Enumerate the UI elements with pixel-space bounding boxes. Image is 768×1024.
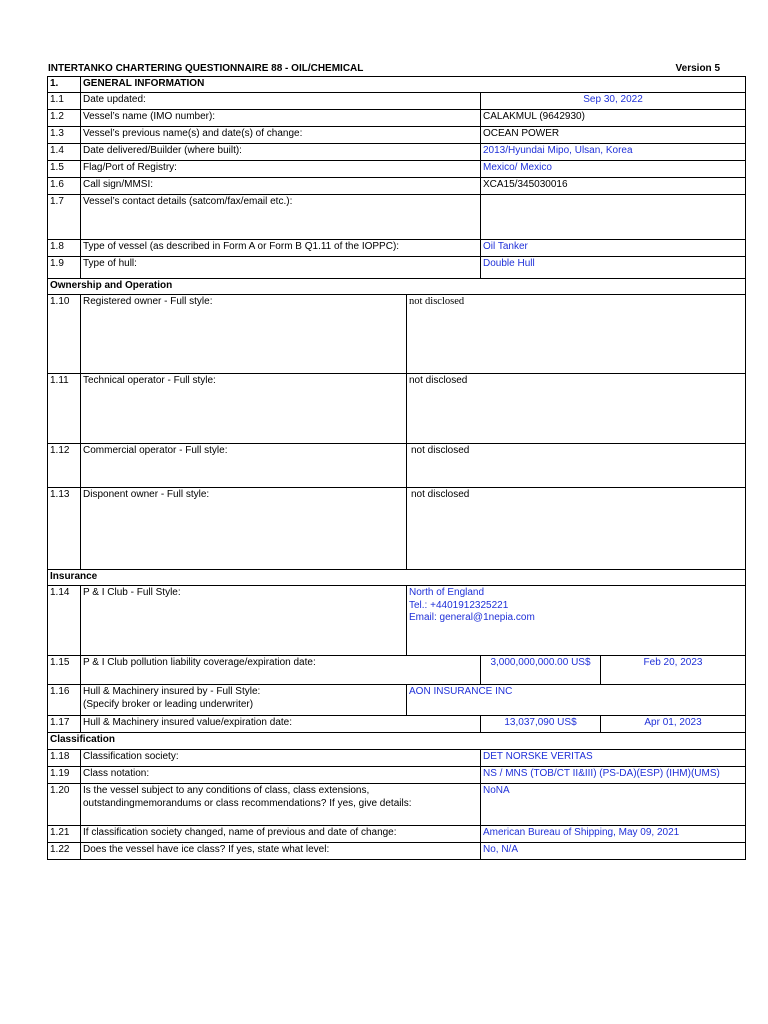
hm-insured-value[interactable]: 13,037,090 US$	[481, 716, 601, 733]
table-row	[48, 826, 746, 843]
row-number: 1.5	[48, 161, 81, 178]
row-label: Flag/Port of Registry:	[81, 161, 481, 178]
table-row	[48, 178, 746, 195]
section-number: 1.	[48, 77, 81, 93]
table-row	[48, 93, 746, 110]
row-number: 1.14	[48, 586, 81, 656]
hm-insurer-value[interactable]: AON INSURANCE INC	[407, 685, 746, 716]
row-number: 1.3	[48, 127, 81, 144]
disponent-owner-value[interactable]: not disclosed	[407, 488, 746, 570]
table-row	[48, 110, 746, 127]
row-label: Type of hull:	[81, 257, 481, 279]
row-label: Commercial operator - Full style:	[81, 444, 407, 488]
row-label: Vessel’s previous name(s) and date(s) of change:	[81, 127, 481, 144]
section-row-general	[48, 77, 746, 93]
row-number: 1.18	[48, 750, 81, 767]
delivered-builder-value[interactable]: 2013/Hyundai Mipo, Ulsan, Korea	[481, 144, 746, 161]
row-number: 1.9	[48, 257, 81, 279]
section-title: GENERAL INFORMATION	[81, 77, 746, 93]
table-row	[48, 750, 746, 767]
row-number: 1.11	[48, 374, 81, 444]
table-row	[48, 488, 746, 570]
row-label: Vessel’s name (IMO number):	[81, 110, 481, 127]
flag-port-value[interactable]: Mexico/ Mexico	[481, 161, 746, 178]
row-label: Registered owner - Full style:	[81, 295, 407, 374]
row-label-line: Hull & Machinery insured by - Full Style:	[83, 686, 261, 697]
table-row	[48, 843, 746, 860]
row-number: 1.2	[48, 110, 81, 127]
row-label: Date updated:	[81, 93, 481, 110]
class-conditions-value[interactable]: NoNA	[481, 784, 746, 826]
ice-class-value[interactable]: No, N/A	[481, 843, 746, 860]
table-row	[48, 240, 746, 257]
section-row-insurance	[48, 570, 746, 586]
row-label: Date delivered/Builder (where built):	[81, 144, 481, 161]
row-label: Disponent owner - Full style:	[81, 488, 407, 570]
row-label-line: (Specify broker or leading underwriter)	[83, 698, 254, 710]
table-row	[48, 716, 746, 733]
row-number: 1.22	[48, 843, 81, 860]
commercial-operator-value[interactable]: not disclosed	[407, 444, 746, 488]
pollution-coverage-amount[interactable]: 3,000,000,000.00 US$	[481, 656, 601, 685]
row-number: 1.15	[48, 656, 81, 685]
row-label: Does the vessel have ice class? If yes, state what level:	[81, 843, 481, 860]
row-number: 1.7	[48, 195, 81, 240]
pi-club-email: Email: general@1nepia.com	[409, 612, 535, 623]
date-updated-value[interactable]: Sep 30, 2022	[481, 93, 746, 110]
pollution-expiration-date[interactable]: Feb 20, 2023	[601, 656, 746, 685]
pi-club-value[interactable]	[407, 586, 746, 656]
class-society-value[interactable]: DET NORSKE VERITAS	[481, 750, 746, 767]
row-number: 1.13	[48, 488, 81, 570]
previous-name-value[interactable]: OCEAN POWER	[481, 127, 746, 144]
table-row	[48, 685, 746, 716]
row-number: 1.21	[48, 826, 81, 843]
table-row	[48, 161, 746, 178]
row-label: P & I Club - Full Style:	[81, 586, 407, 656]
row-number: 1.1	[48, 93, 81, 110]
row-number: 1.17	[48, 716, 81, 733]
table-row	[48, 257, 746, 279]
row-number: 1.4	[48, 144, 81, 161]
registered-owner-value[interactable]: not disclosed	[407, 295, 746, 374]
row-label: Classification society:	[81, 750, 481, 767]
version-label: Version 5	[675, 63, 720, 74]
table-row	[48, 195, 746, 240]
pi-club-name: North of England	[409, 587, 485, 598]
row-label: If classification society changed, name of previous and date of change:	[81, 826, 481, 843]
section-row-classification	[48, 733, 746, 750]
contact-details-value[interactable]	[481, 195, 746, 240]
call-sign-value[interactable]: XCA15/345030016	[481, 178, 746, 195]
row-label: Is the vessel subject to any conditions of class, class extensions, outstandingmemorandums or class recommendations? If yes, give details:	[81, 784, 481, 826]
table-row	[48, 586, 746, 656]
document-header	[48, 63, 720, 74]
table-row	[48, 295, 746, 374]
table-row	[48, 656, 746, 685]
row-label: Type of vessel (as described in Form A or Form B Q1.11 of the IOPPC):	[81, 240, 481, 257]
section-title: Ownership and Operation	[48, 279, 746, 295]
row-label: Call sign/MMSI:	[81, 178, 481, 195]
hm-expiration-date[interactable]: Apr 01, 2023	[601, 716, 746, 733]
table-row	[48, 784, 746, 826]
row-label: P & I Club pollution liability coverage/expiration date:	[81, 656, 481, 685]
hull-type-value[interactable]: Double Hull	[481, 257, 746, 279]
vessel-name-value[interactable]: CALAKMUL (9642930)	[481, 110, 746, 127]
questionnaire-title: INTERTANKO CHARTERING QUESTIONNAIRE 88 - OIL/CHEMICAL	[48, 63, 364, 74]
table-row	[48, 374, 746, 444]
row-label	[81, 685, 407, 716]
row-number: 1.16	[48, 685, 81, 716]
vessel-type-value[interactable]: Oil Tanker	[481, 240, 746, 257]
row-number: 1.19	[48, 767, 81, 784]
row-number: 1.10	[48, 295, 81, 374]
technical-operator-value[interactable]: not disclosed	[407, 374, 746, 444]
class-change-value[interactable]: American Bureau of Shipping, May 09, 2021	[481, 826, 746, 843]
row-label: Hull & Machinery insured value/expiration date:	[81, 716, 481, 733]
class-notation-value[interactable]: NS / MNS (TOB/CT II&III) (PS-DA)(ESP) (IHM)(UMS)	[481, 767, 746, 784]
pi-club-phone: Tel.: +4401912325221	[409, 599, 509, 611]
row-number: 1.8	[48, 240, 81, 257]
row-number: 1.12	[48, 444, 81, 488]
section-row-ownership	[48, 279, 746, 295]
row-label: Class notation:	[81, 767, 481, 784]
row-label: Technical operator - Full style:	[81, 374, 407, 444]
table-row	[48, 767, 746, 784]
table-row	[48, 144, 746, 161]
row-number: 1.6	[48, 178, 81, 195]
row-number: 1.20	[48, 784, 81, 826]
section-title: Insurance	[48, 570, 746, 586]
section-title: Classification	[48, 733, 746, 750]
table-row	[48, 444, 746, 488]
table-row	[48, 127, 746, 144]
questionnaire-table	[47, 76, 746, 860]
row-label: Vessel’s contact details (satcom/fax/email etc.):	[81, 195, 481, 240]
